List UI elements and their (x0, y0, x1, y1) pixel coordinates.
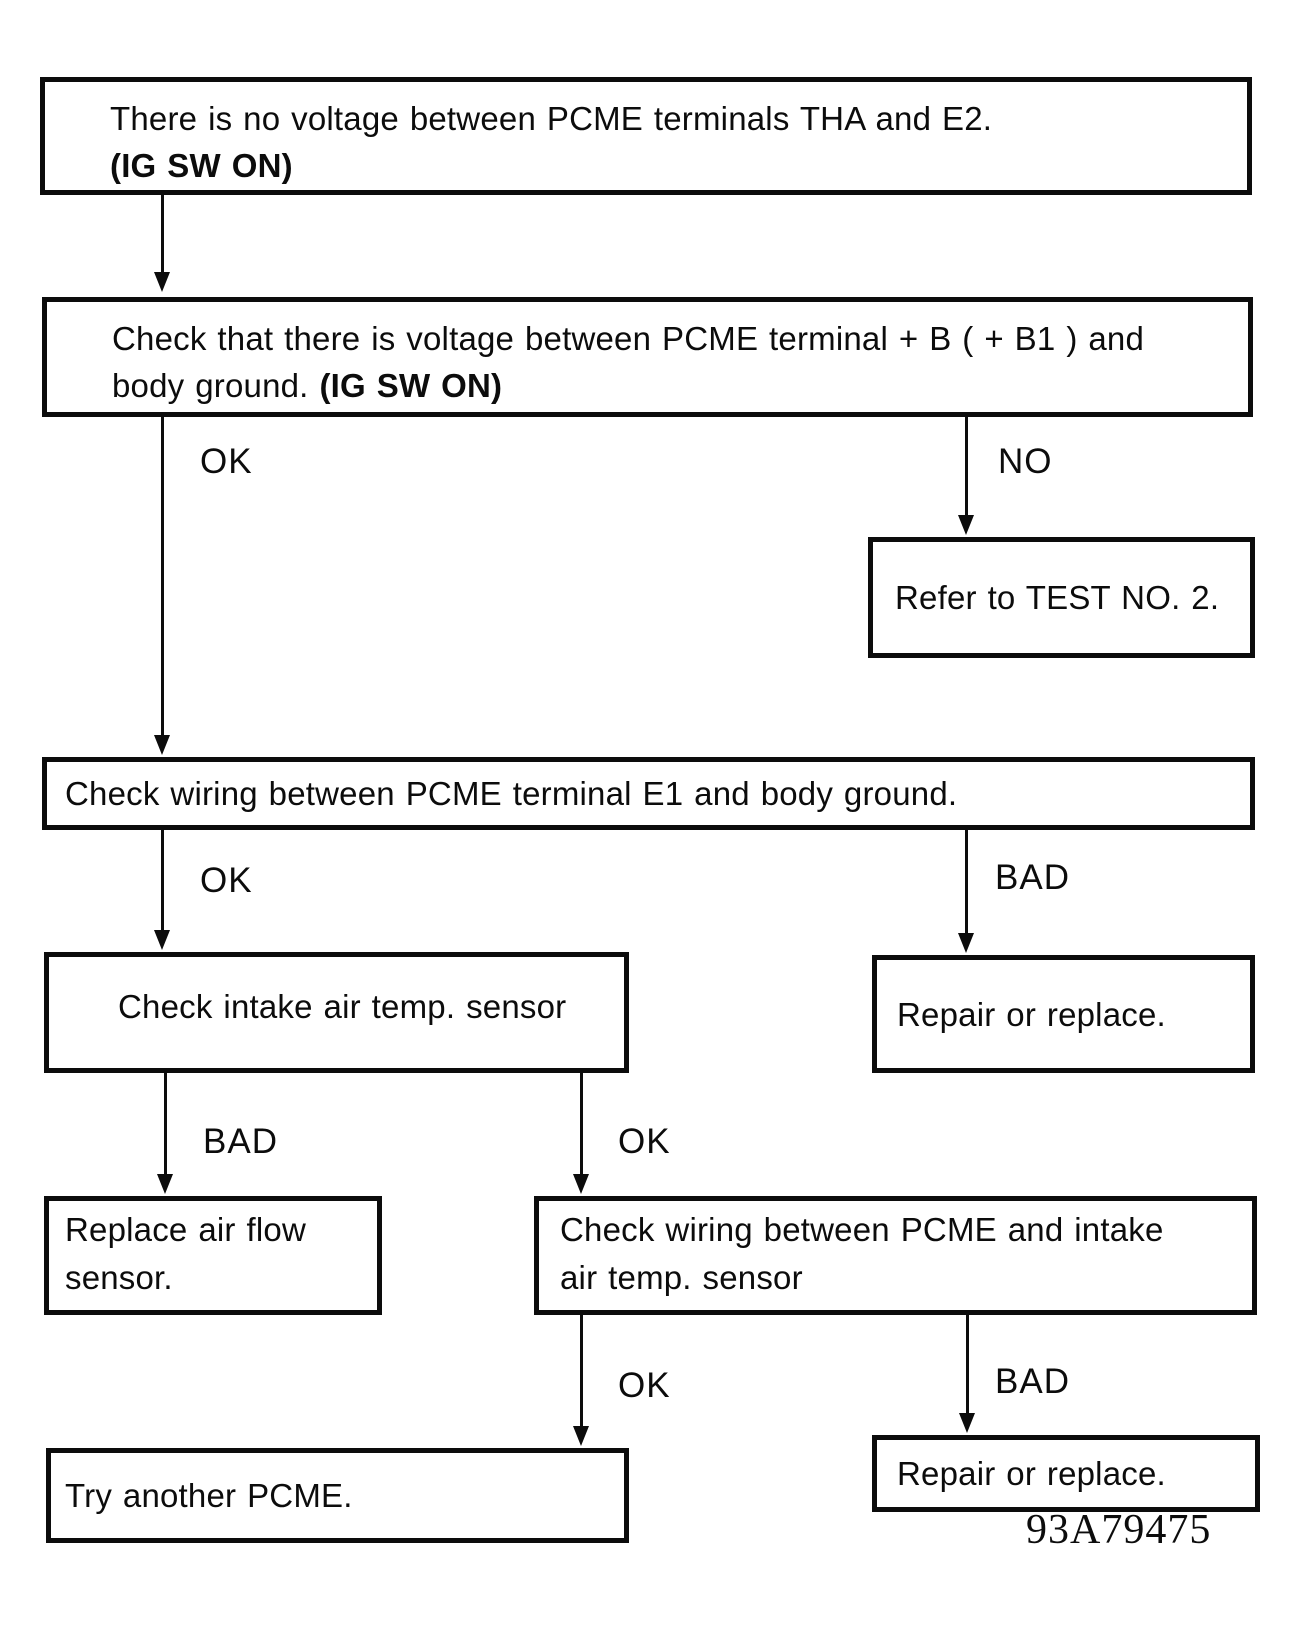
arrow-down (958, 830, 974, 953)
arrowhead-icon (154, 735, 170, 755)
arrow-shaft (580, 1315, 583, 1429)
arrowhead-icon (958, 515, 974, 535)
flowchart-node-try-another-pcme (46, 1448, 629, 1543)
flowchart-node-repair-or-replace-top (872, 955, 1255, 1073)
flowchart-node-check-wiring-intake (534, 1196, 1257, 1315)
arrow-down (154, 417, 170, 755)
node-text: Try another PCME. (65, 1477, 353, 1514)
node-text-line2: air temp. sensor (560, 1259, 803, 1296)
branch-label-ok: OK (200, 861, 253, 900)
arrow-shaft (966, 1315, 969, 1416)
arrowhead-icon (154, 930, 170, 950)
arrow-shaft (965, 830, 968, 936)
node-note: (IG SW ON) (110, 147, 293, 184)
branch-label-no: NO (998, 442, 1053, 481)
node-text: Refer to TEST NO. 2. (895, 579, 1220, 616)
arrow-down (958, 417, 974, 535)
arrow-shaft (580, 1073, 583, 1177)
arrow-shaft (161, 417, 164, 738)
flowchart-node-check-intake-sensor (44, 952, 629, 1073)
arrow-shaft (965, 417, 968, 518)
arrowhead-icon (958, 933, 974, 953)
branch-label-bad: BAD (995, 1362, 1070, 1401)
node-text-line1: Check wiring between PCME and intake (560, 1211, 1164, 1248)
figure-code: 93A79475 (1026, 1507, 1212, 1553)
arrow-down (573, 1073, 589, 1194)
arrow-down (573, 1315, 589, 1446)
node-text: There is no voltage between PCME terminals THA and E2. (110, 100, 993, 137)
arrow-shaft (161, 830, 164, 933)
branch-label-bad: BAD (203, 1122, 278, 1161)
branch-label-ok: OK (618, 1122, 671, 1161)
branch-label-ok: OK (200, 442, 253, 481)
flowchart-node-check-b-voltage (42, 297, 1253, 417)
node-text-line1: Replace air flow (65, 1211, 306, 1248)
node-note: (IG SW ON) (319, 367, 503, 404)
node-text-line2 (112, 362, 1218, 409)
flowchart-node-no-voltage (40, 77, 1252, 195)
arrow-down (959, 1315, 975, 1433)
node-text-line2: sensor. (65, 1259, 173, 1296)
node-text: Repair or replace. (897, 1455, 1166, 1492)
node-text: body ground. (112, 367, 309, 404)
arrow-shaft (164, 1073, 167, 1177)
arrow-down (154, 830, 170, 950)
node-text: Check wiring between PCME terminal E1 and body ground. (65, 775, 958, 812)
arrowhead-icon (157, 1174, 173, 1194)
node-text-line1: Check that there is voltage between PCME terminal + B ( + B1 ) and (112, 320, 1145, 357)
node-text: Check intake air temp. sensor (118, 988, 567, 1025)
branch-label-bad: BAD (995, 858, 1070, 897)
arrowhead-icon (959, 1413, 975, 1433)
arrowhead-icon (573, 1174, 589, 1194)
flowchart-node-refer-test-2 (868, 537, 1255, 658)
arrowhead-icon (573, 1426, 589, 1446)
arrow-down (154, 195, 170, 292)
flowchart-node-replace-air-flow-sensor (44, 1196, 382, 1315)
arrow-shaft (161, 195, 164, 275)
branch-label-ok: OK (618, 1366, 671, 1405)
arrowhead-icon (154, 272, 170, 292)
flowchart-node-repair-or-replace-bottom (872, 1435, 1260, 1512)
arrow-down (157, 1073, 173, 1194)
flowchart-node-check-wiring-e1 (42, 757, 1255, 830)
node-text: Repair or replace. (897, 995, 1166, 1033)
